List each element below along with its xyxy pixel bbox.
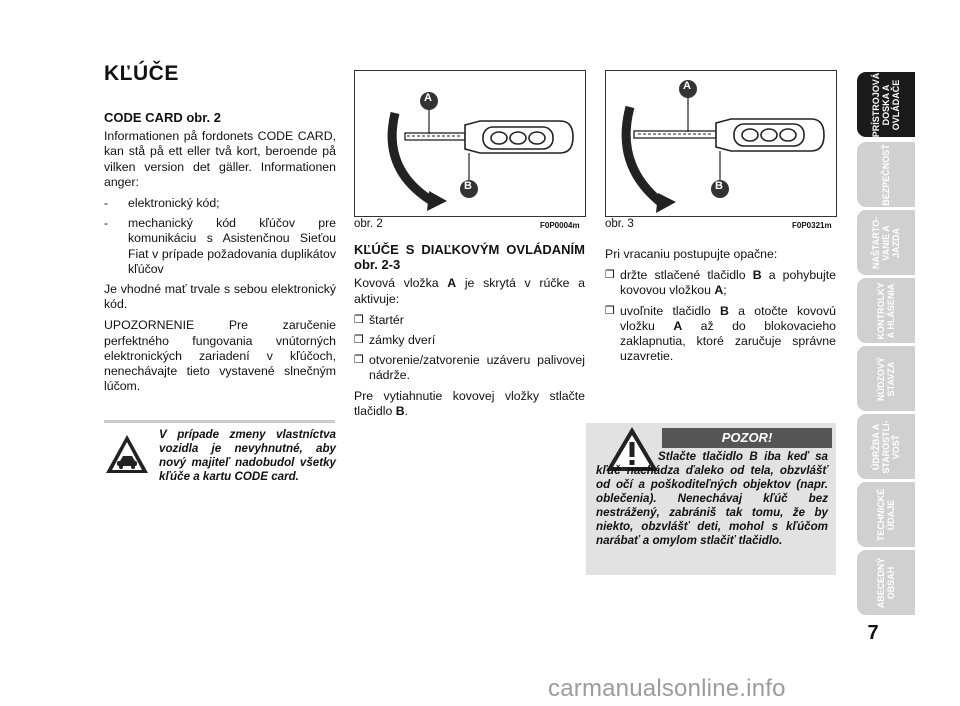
letter-a: A bbox=[447, 276, 457, 291]
text: je skrytá v rúčke a aktivuje: bbox=[354, 276, 585, 306]
tab-nastartovanie[interactable] bbox=[857, 210, 915, 275]
tab-label: NÚDZOVÝ STAVZA bbox=[876, 356, 896, 401]
paragraph: UPOZORNENIE Pre zaručenie perfektného fungovania vnútorných elektronických zariadení v kľúčoch, nenechávajte tieto vystavené slnečným lúčom. bbox=[104, 318, 336, 394]
page-title: KĽÚČE bbox=[104, 62, 179, 85]
middle-column bbox=[354, 242, 585, 425]
figure-3-code: F0P0321m bbox=[792, 221, 832, 230]
note-text: V prípade zmeny vlastníctva vozidla je nevyhnutné, aby nový majiteľ nadobudol všetky kľúče a kartu CODE card. bbox=[159, 428, 336, 483]
figure-3-label-a: A bbox=[683, 80, 691, 92]
paragraph: Je vhodné mať trvale s sebou elektronický kód. bbox=[104, 282, 336, 312]
checkbox-icon: ❒ bbox=[354, 334, 364, 347]
letter-a: A bbox=[714, 283, 724, 298]
figure-2-code: F0P0004m bbox=[540, 221, 580, 230]
tab-label: NAŠTARTO- VANIE A JAZDA bbox=[871, 216, 901, 269]
figure-3-caption: obr. 3 bbox=[605, 218, 634, 230]
list-item-text: otvorenie/zatvorenie uzáveru palivovej nádrže. bbox=[369, 353, 585, 383]
text: a otočte kovovú vložku bbox=[620, 303, 836, 333]
list-item bbox=[354, 313, 585, 328]
text: Kovová vložka bbox=[354, 276, 448, 291]
warning-text: Stlačte tlačidlo B iba keď sa kľúč nachádza ďaleko od tela, obzvlášť od očí a poškoditeľných objektov (napr. oblečenia). Nenechávaj kľúč bez nestrážený, zabrániš tak tomu, že by niekto, obzvlášť deti, mohol s kľúčom narábať a omylom stlačiť tlačidlo. bbox=[596, 450, 828, 547]
figure-2 bbox=[354, 70, 586, 217]
text: Pre vytiahnutie kovovej vložky stlačte tlačidlo bbox=[354, 388, 585, 418]
tab-abecedny-obsah[interactable] bbox=[857, 550, 915, 615]
text: držte stlačené tlačidlo bbox=[620, 268, 753, 283]
figure-2-label-b: B bbox=[464, 180, 472, 192]
text: a pohybujte kovovou vložkou bbox=[620, 268, 836, 298]
tab-label: ABECEDNÝ OBSAH bbox=[876, 557, 896, 608]
list-item bbox=[104, 196, 336, 211]
note-rule bbox=[104, 420, 335, 423]
text: uvoľnite tlačidlo bbox=[620, 303, 721, 318]
watermark: carmanualsonline.info bbox=[548, 675, 786, 702]
tab-label: KONTROLKY A HLÁSENIA bbox=[876, 282, 896, 339]
code-card-heading: CODE CARD obr. 2 bbox=[104, 110, 222, 125]
tab-udrzba[interactable] bbox=[857, 414, 915, 479]
checkbox-icon: ❒ bbox=[354, 313, 364, 326]
remote-key-intro bbox=[354, 276, 585, 306]
checkbox-icon: ❒ bbox=[354, 354, 364, 367]
return-intro: Pri vracaniu postupujte opačne: bbox=[605, 247, 778, 261]
letter-a: A bbox=[673, 318, 683, 333]
list-item bbox=[104, 216, 336, 277]
car-warning-icon bbox=[104, 433, 150, 475]
left-column bbox=[104, 110, 336, 400]
warning-heading: POZOR! bbox=[662, 428, 832, 448]
tab-bezpecnost[interactable] bbox=[857, 142, 915, 207]
figure-2-caption: obr. 2 bbox=[354, 218, 383, 230]
tab-pristrojova-doska[interactable] bbox=[857, 72, 915, 137]
letter-b: B bbox=[752, 268, 762, 283]
list-item-text: elektronický kód; bbox=[128, 196, 220, 211]
right-column bbox=[605, 247, 836, 369]
tab-kontrolky[interactable] bbox=[857, 278, 915, 343]
text: až do blokovacieho zaklapnutia, ktoré zaručuje správne uzavretie. bbox=[620, 318, 836, 364]
checkbox-icon: ❒ bbox=[605, 269, 615, 282]
checkbox-icon: ❒ bbox=[605, 304, 615, 317]
list-item-text: štartér bbox=[369, 312, 404, 327]
figure-3-label-b: B bbox=[715, 180, 723, 192]
list-item bbox=[354, 353, 585, 383]
tab-nudzovy-stav[interactable] bbox=[857, 346, 915, 411]
list-item bbox=[605, 304, 836, 365]
remote-key-heading: KĽÚČE S DIAĽKOVÝM OVLÁDANÍM obr. 2-3 bbox=[354, 242, 585, 273]
letter-b: B bbox=[720, 303, 729, 318]
remote-key-outro bbox=[354, 389, 585, 419]
tab-label: ÚDRŽBA A STAROSTLI- VOSŤ bbox=[871, 419, 901, 474]
page-number: 7 bbox=[867, 622, 879, 644]
list-item-text bbox=[620, 304, 836, 365]
figure-2-label-a: A bbox=[424, 92, 432, 104]
list-item bbox=[354, 333, 585, 348]
text: ; bbox=[723, 283, 727, 298]
code-card-intro: Informationen på fordonets CODE CARD, kan stå på ett eller två kort, beroende på vilken version det gäller. Informationen anger: bbox=[104, 129, 336, 189]
list-marker: - bbox=[104, 216, 109, 231]
list-item-text: mechanický kód kľúčov pre komunikáciu s Asistenčnou Sieťou Fiat v prípade požadovania duplikátov kľúčov bbox=[128, 216, 336, 276]
list-item bbox=[605, 268, 836, 298]
figure-3 bbox=[605, 70, 837, 217]
tab-label: PRÍSTROJOVÁ DOSKA A OVLÁDAČE bbox=[871, 72, 901, 137]
tab-technicke-udaje[interactable] bbox=[857, 482, 915, 547]
tab-label: BEZPEČNOSŤ bbox=[881, 143, 891, 206]
list-item-text bbox=[620, 268, 836, 298]
list-item-text: zámky dverí bbox=[369, 333, 436, 348]
tab-label: TECHNICKÉ ÚDAJE bbox=[876, 488, 896, 541]
letter-b: B bbox=[395, 403, 405, 418]
text: . bbox=[404, 403, 409, 418]
list-marker: - bbox=[104, 196, 109, 211]
